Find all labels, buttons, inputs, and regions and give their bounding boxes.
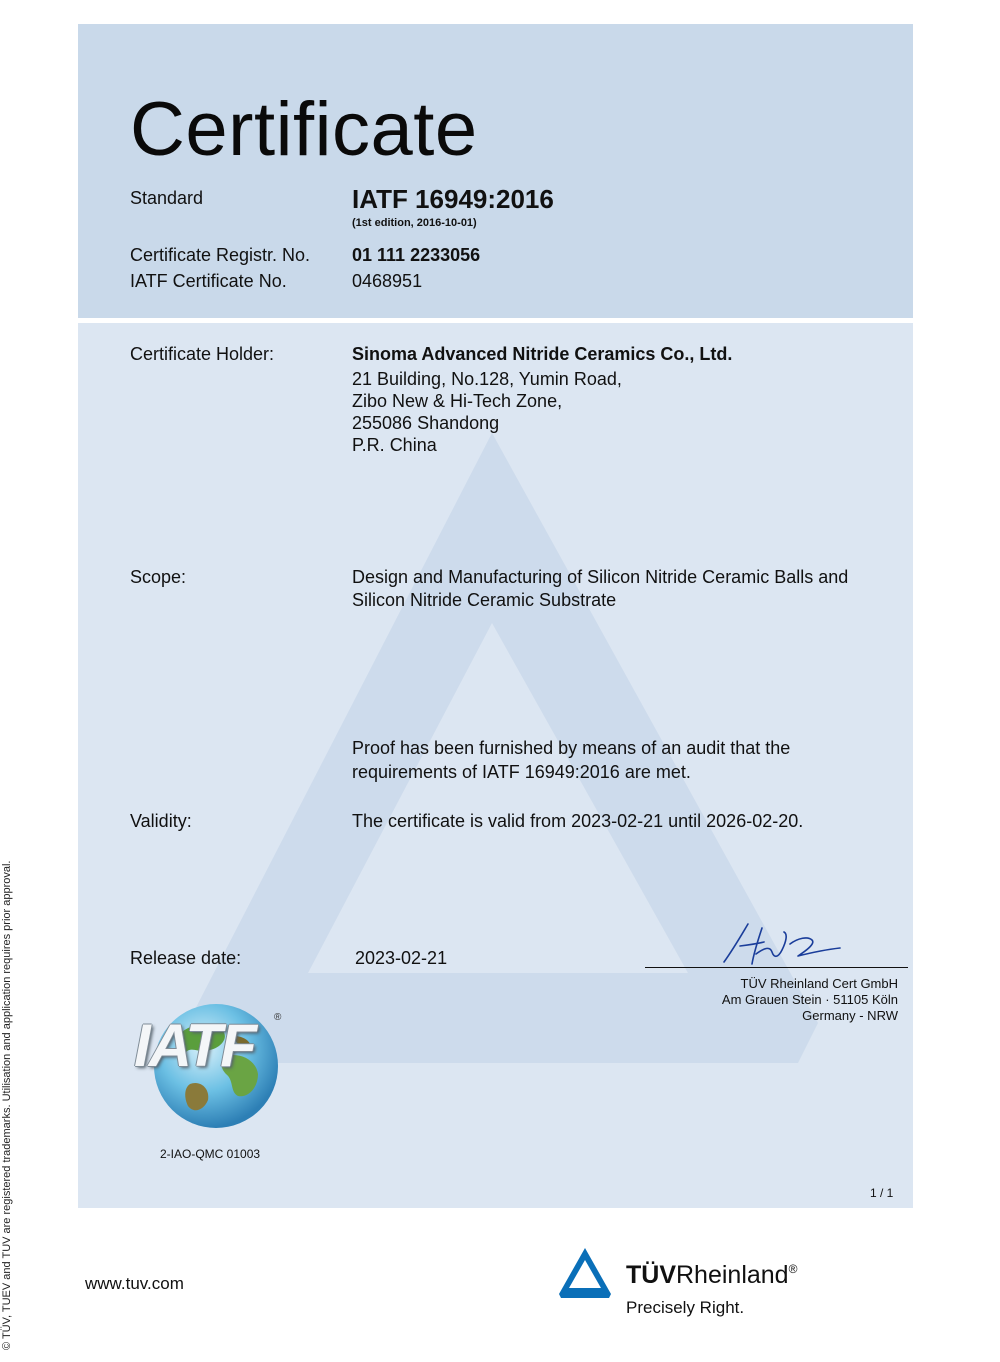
accreditation-number: 2-IAO-QMC 01003 — [160, 1147, 261, 1161]
website-link[interactable]: www.tuv.com — [85, 1274, 184, 1293]
issuer-line: TÜV Rheinland Cert GmbH — [740, 976, 898, 991]
scope-label: Scope: — [130, 567, 187, 587]
iatf-logo-reg: ® — [274, 1012, 282, 1023]
proof-line: requirements of IATF 16949:2016 are met. — [352, 762, 691, 782]
trademark-note: © TÜV, TUEV and TUV are registered trademarks. Utilisation and application requires prior approval. — [1, 860, 13, 1350]
issuer-line: Am Grauen Stein · 51105 Köln — [721, 992, 898, 1007]
certificate-title: Certificate — [130, 87, 478, 172]
signature-image — [712, 918, 847, 970]
scope-line: Design and Manufacturing of Silicon Nitride Ceramic Balls and — [352, 567, 849, 587]
scope-line: Silicon Nitride Ceramic Substrate — [352, 590, 617, 610]
tuv-triangle-icon — [557, 1246, 613, 1298]
registration-label: Certificate Registr. No. — [130, 245, 311, 265]
iatf-logo-text: IATF — [134, 1012, 255, 1079]
release-label: Release date: — [130, 948, 242, 968]
proof-line: Proof has been furnished by means of an audit that the — [352, 738, 791, 758]
tuv-brand-rest: Rheinland — [676, 1261, 789, 1289]
iatf-cert-label: IATF Certificate No. — [130, 271, 287, 291]
validity-label: Validity: — [130, 811, 192, 831]
issuer-line: Germany - NRW — [802, 1008, 898, 1023]
tuv-tagline: Precisely Right. — [626, 1298, 745, 1317]
holder-label: Certificate Holder: — [130, 344, 275, 364]
iatf-cert-number: 0468951 — [352, 271, 423, 291]
page-number: 1 / 1 — [870, 1186, 894, 1200]
signature-line — [645, 967, 908, 968]
tuv-brand-strong: TÜV — [626, 1261, 676, 1289]
holder-name: Sinoma Advanced Nitride Ceramics Co., Ltd. — [352, 344, 733, 364]
tuv-brand-reg: ® — [788, 1262, 798, 1276]
iatf-logo — [130, 992, 290, 1132]
release-date: 2023-02-21 — [355, 948, 448, 968]
standard-label: Standard — [130, 188, 204, 208]
registration-number: 01 111 2233056 — [352, 245, 481, 265]
tuv-brand-name — [626, 1263, 797, 1288]
validity-value: The certificate is valid from 2023-02-21 until 2026-02-20. — [352, 811, 804, 831]
holder-address-line: 255086 Shandong — [352, 413, 500, 433]
standard-edition: (1st edition, 2016-10-01) — [352, 217, 477, 229]
holder-address-line: P.R. China — [352, 435, 437, 455]
holder-address-line: Zibo New & Hi-Tech Zone, — [352, 391, 563, 411]
holder-address-line: 21 Building, No.128, Yumin Road, — [352, 369, 622, 389]
standard-value: IATF 16949:2016 — [352, 184, 554, 214]
